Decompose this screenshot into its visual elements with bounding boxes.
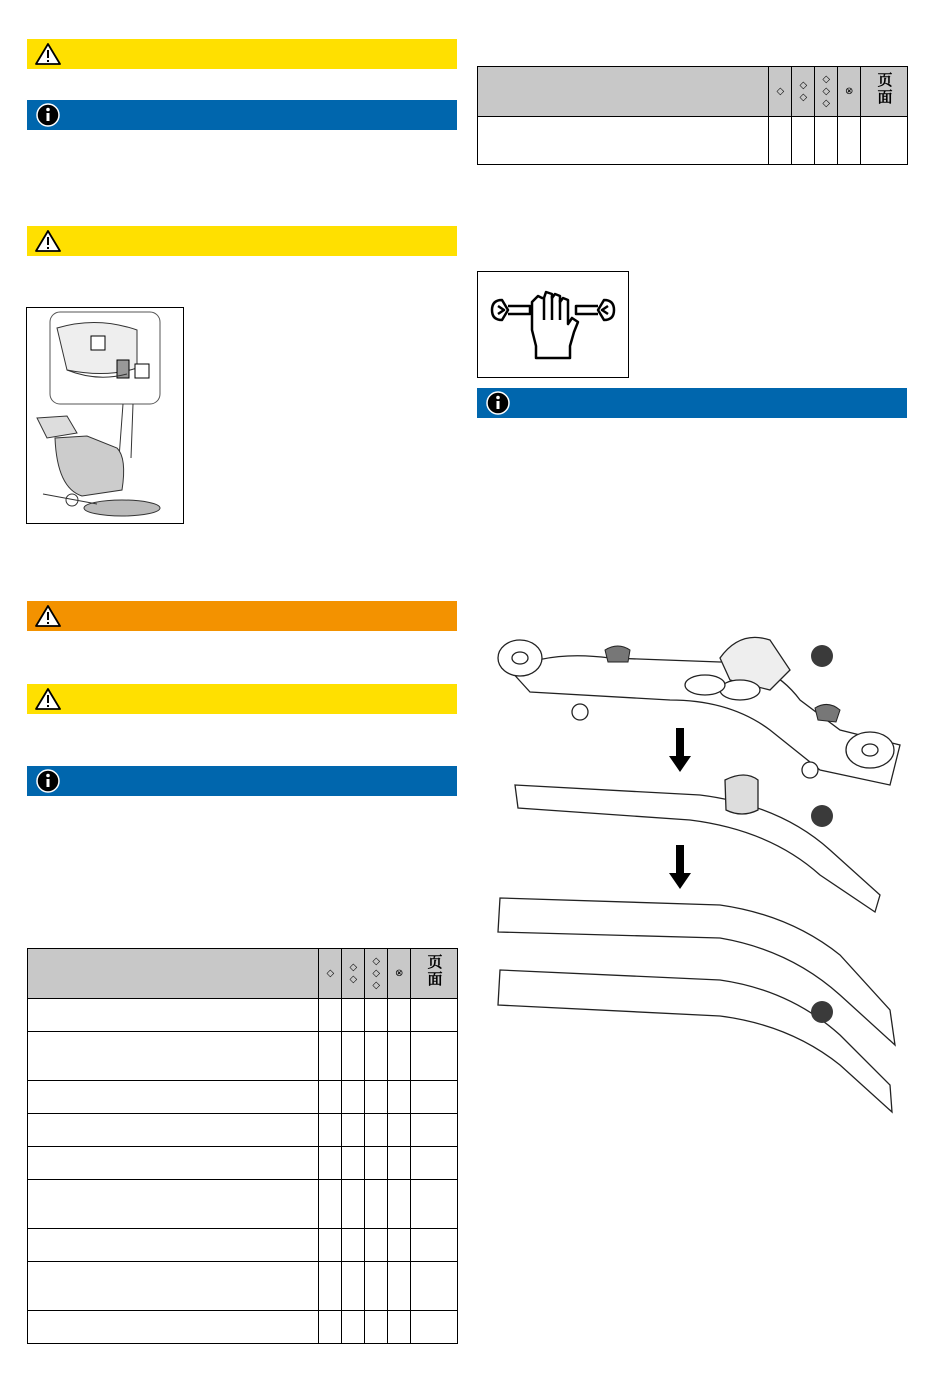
header-page: 页面	[861, 67, 908, 117]
header-symbol-2: ◇ ◇	[792, 67, 815, 117]
squeegee-blades	[498, 898, 895, 1112]
table-row	[478, 117, 908, 165]
table-header-blank	[478, 67, 769, 117]
header-symbol-3: ◇ ◇ ◇	[815, 67, 838, 117]
service-icon-box	[477, 271, 629, 378]
warning-triangle-icon	[35, 687, 61, 711]
info-bar-1	[27, 100, 457, 130]
table-row	[28, 1262, 458, 1311]
table-row	[28, 1114, 458, 1147]
scrubber-machine-illustration	[27, 308, 183, 523]
table-row	[28, 1311, 458, 1344]
warning-triangle-icon	[35, 604, 61, 628]
table-row	[28, 1180, 458, 1229]
info-circle-icon	[35, 103, 61, 127]
warning-triangle-icon	[35, 229, 61, 253]
warning-bar-orange	[27, 601, 457, 631]
callout-1	[811, 645, 833, 667]
table-row	[28, 1032, 458, 1081]
table-row	[28, 999, 458, 1032]
arrow-down-icon	[669, 873, 691, 889]
squeegee-body	[515, 775, 880, 912]
callout-2	[811, 805, 833, 827]
maintenance-table-left	[27, 948, 458, 1344]
machine-figure	[26, 307, 184, 524]
info-bar-3	[477, 388, 907, 418]
header-page: 页面	[411, 949, 458, 999]
arrow-down-icon	[669, 756, 691, 772]
info-bar-2	[27, 766, 457, 796]
maintenance-table-right	[477, 66, 908, 165]
warning-bar-3	[27, 684, 457, 714]
table-header-blank	[28, 949, 319, 999]
wrench-glove-icon	[478, 272, 628, 377]
header-symbol-3: ◇ ◇ ◇	[365, 949, 388, 999]
header-symbol-4: ⊗	[388, 949, 411, 999]
table-row	[28, 1147, 458, 1180]
info-circle-icon	[35, 769, 61, 793]
info-circle-icon	[485, 391, 511, 415]
warning-triangle-icon	[35, 42, 61, 66]
squeegee-exploded-illustration	[490, 620, 910, 1120]
callout-3	[811, 1001, 833, 1023]
warning-bar-1	[27, 39, 457, 69]
warning-bar-2	[27, 226, 457, 256]
header-symbol-1: ◇	[319, 949, 342, 999]
header-symbol-1: ◇	[769, 67, 792, 117]
table-row	[28, 1081, 458, 1114]
header-symbol-4: ⊗	[838, 67, 861, 117]
table-row	[28, 1229, 458, 1262]
header-symbol-2: ◇ ◇	[342, 949, 365, 999]
